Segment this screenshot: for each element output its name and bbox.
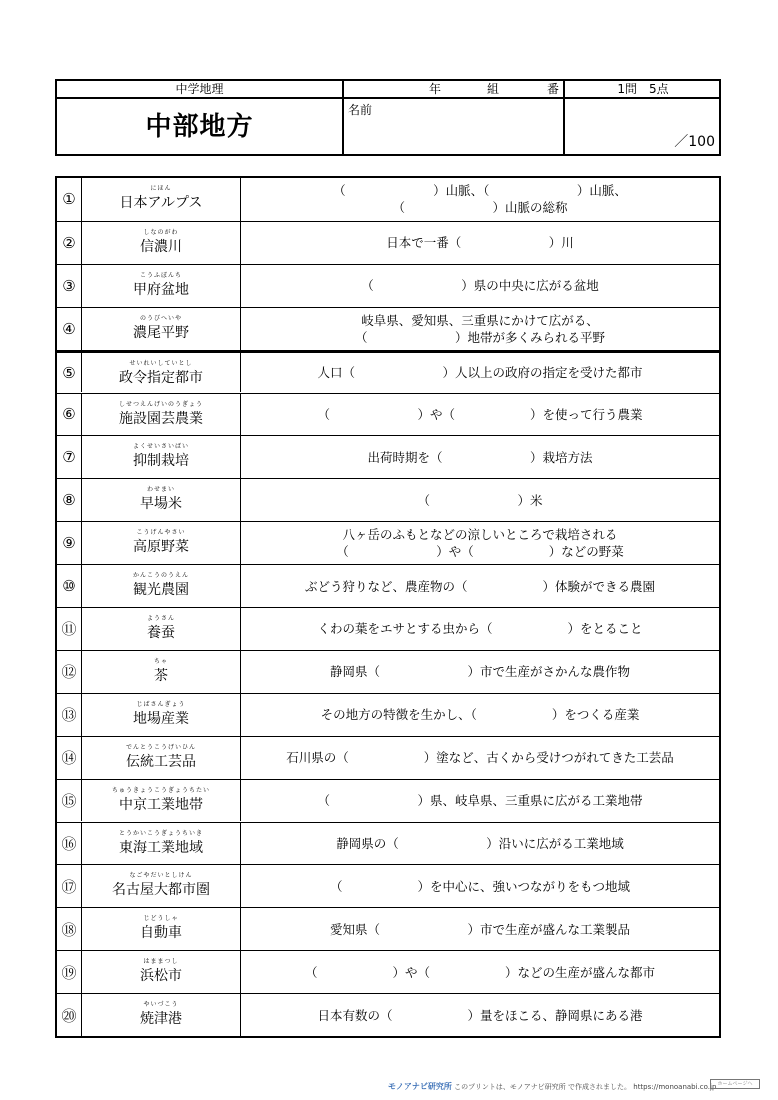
question-row [57, 435, 719, 478]
question-row [57, 993, 719, 1036]
term-label: 茶 [154, 667, 168, 684]
term-label: 自動車 [140, 925, 182, 942]
term-cell [81, 265, 241, 307]
term-cell [81, 694, 241, 736]
term-label: 地場産業 [133, 710, 189, 727]
description-line: （ ）県、岐阜県、三重県に広がる工業地帯 [317, 793, 643, 809]
term-label: 甲府盆地 [133, 281, 189, 298]
question-number: ⑪ [61, 620, 77, 639]
description-line: 日本有数の（ ）量をほこる、静岡県にある港 [317, 1007, 643, 1023]
furigana: にほん [150, 185, 172, 192]
question-row [57, 478, 719, 521]
term-cell [81, 479, 241, 521]
description-cell [241, 178, 719, 221]
term-label: 施設園芸農業 [119, 410, 203, 427]
total-score: ／100 [674, 134, 715, 150]
term-cell [81, 436, 241, 478]
description-line: 岐阜県、愛知県、三重県にかけて広がる、 [361, 312, 599, 328]
term-label: 名古屋大都市圏 [112, 882, 210, 899]
furigana: やいづこう [143, 1001, 179, 1009]
question-row [57, 864, 719, 907]
description-cell [241, 865, 719, 907]
question-row [57, 393, 719, 436]
description-cell [241, 265, 719, 307]
question-number: ⑩ [62, 577, 76, 596]
description-line: ぶどう狩りなど、農産物の（ ）体験ができる農園 [304, 578, 655, 594]
term-label: 濃尾平野 [133, 324, 189, 341]
number-label: 番 [547, 82, 560, 96]
year-label: 年 [429, 82, 442, 96]
description-line: （ ）や（ ）を使って行う農業 [317, 406, 643, 422]
question-number: ⑰ [61, 877, 77, 896]
furigana: しせつえんげいのうぎょう [118, 400, 203, 408]
question-number: ⑬ [61, 706, 77, 725]
furigana: でんとうこうげいひん [125, 743, 196, 751]
furigana: ようさん [146, 615, 175, 622]
term-label: 観光農園 [133, 582, 189, 599]
description-cell [241, 608, 719, 650]
question-number: ④ [62, 319, 76, 338]
term-cell [81, 353, 241, 393]
term-label: 抑制栽培 [133, 453, 189, 470]
class-label: 組 [487, 82, 500, 96]
term-cell [81, 308, 241, 350]
question-number: ⑫ [61, 663, 77, 682]
description-cell [241, 222, 719, 264]
points-per-question: 1問 5点 [617, 82, 669, 96]
question-row [57, 822, 719, 865]
question-number: ⑧ [62, 491, 76, 510]
question-row [57, 564, 719, 607]
furigana: わせまい [146, 486, 175, 494]
description-line: 日本で一番（ ）川 [386, 235, 574, 251]
description-cell [241, 651, 719, 693]
question-number: ⑭ [61, 749, 77, 768]
question-number: ③ [62, 276, 76, 295]
question-row [57, 650, 719, 693]
question-number: ① [62, 190, 76, 209]
description-line: 人口（ ）人以上の政府の指定を受けた都市 [317, 365, 643, 381]
question-row [57, 350, 719, 393]
question-table [55, 176, 721, 1038]
term-cell [81, 522, 241, 564]
description-cell [241, 823, 719, 865]
term-cell [81, 394, 241, 436]
term-cell [81, 651, 241, 693]
question-number: ⑦ [62, 448, 76, 467]
furigana: ちゃ [153, 657, 168, 665]
term-cell [81, 178, 241, 221]
description-line: 愛知県（ ）市で生産が盛んな工業製品 [329, 921, 630, 937]
furigana: のうびへいや [139, 314, 182, 322]
question-row [57, 907, 719, 950]
question-row [57, 950, 719, 993]
description-cell [241, 694, 719, 736]
term-cell [81, 994, 241, 1036]
furigana: しなのがわ [143, 228, 179, 236]
furigana: なごやだいとしけん [129, 872, 193, 880]
description-line: （ ）米 [417, 492, 543, 508]
description-line: 石川県の（ ）塗など、古くから受けつがれてきた工芸品 [286, 750, 674, 766]
description-cell [241, 951, 719, 993]
question-row [57, 779, 719, 822]
brand-logo: モノアナビ研究所 [388, 1082, 452, 1091]
footer-text: このプリントは、モノアナビ研究所 で作成されました。 https://monoanabi.co.jp [454, 1083, 717, 1091]
question-number: ⑥ [62, 405, 76, 424]
description-cell [241, 737, 719, 779]
description-cell [241, 479, 719, 521]
question-number: ⑨ [62, 534, 76, 553]
class-info [344, 81, 563, 97]
question-row [57, 178, 719, 221]
furigana: とうかいこうぎょうちいき [118, 829, 203, 837]
furigana: せいれいしていとし [129, 359, 193, 367]
subject-label: 中学地理 [175, 82, 224, 96]
term-label: 信濃川 [140, 238, 182, 255]
description-line: （ ）や（ ）などの生産が盛んな都市 [304, 964, 655, 980]
term-cell [81, 608, 241, 650]
description-line: くわの葉をエサとする虫から（ ）をとること [317, 621, 643, 637]
description-line: （ ）を中心に、強いつながりをもつ地域 [329, 878, 630, 894]
homepage-link[interactable]: ホームページへ [710, 1079, 760, 1089]
question-number: ⑱ [61, 920, 77, 939]
description-line: 八ヶ岳のふもとなどの涼しいところで栽培される [342, 527, 618, 543]
question-row [57, 264, 719, 307]
term-label: 日本アルプス [119, 195, 203, 211]
description-cell [241, 522, 719, 564]
term-label: 早場米 [140, 496, 182, 513]
term-label: 東海工業地域 [119, 839, 203, 856]
name-label: 名前 [348, 103, 373, 117]
furigana: よくせいさいばい [132, 443, 189, 451]
term-label: 伝統工芸品 [126, 753, 196, 770]
description-cell [241, 394, 719, 436]
term-cell [81, 823, 241, 865]
term-cell [81, 865, 241, 907]
footer [388, 1081, 716, 1092]
description-line: （ ）山脈、（ ）山脈、 [333, 183, 627, 199]
term-label: 浜松市 [140, 968, 182, 985]
description-line: 出荷時期を（ ）栽培方法 [367, 449, 593, 465]
question-row [57, 521, 719, 564]
furigana: はままつし [143, 958, 179, 966]
description-cell [241, 994, 719, 1036]
description-line: （ ）山脈の総称 [392, 200, 568, 216]
term-cell [81, 565, 241, 607]
description-cell [241, 308, 719, 350]
term-cell [81, 222, 241, 264]
description-line: その地方の特徴を生かし、（ ）をつくる産業 [320, 707, 640, 723]
term-label: 中京工業地帯 [119, 796, 203, 813]
question-number: ⑲ [61, 963, 77, 982]
description-cell [241, 565, 719, 607]
question-row [57, 736, 719, 779]
term-cell [81, 951, 241, 993]
furigana: かんこうのうえん [132, 572, 189, 580]
question-row [57, 607, 719, 650]
furigana: じばさんぎょう [136, 700, 186, 708]
description-line: （ ）地帯が多くみられる平野 [354, 329, 605, 345]
worksheet-header [55, 79, 721, 156]
question-row [57, 221, 719, 264]
description-cell [241, 353, 719, 393]
furigana: こうふぼんち [139, 271, 182, 279]
term-cell [81, 908, 241, 950]
term-label: 高原野菜 [133, 539, 189, 556]
question-row [57, 693, 719, 736]
description-cell [241, 436, 719, 478]
question-row [57, 307, 719, 350]
term-cell [81, 737, 241, 779]
description-line: （ ）県の中央に広がる盆地 [361, 278, 599, 294]
question-number: ⑳ [61, 1006, 77, 1025]
description-line: 静岡県の（ ）沿いに広がる工業地域 [336, 835, 624, 851]
description-line: （ ）や（ ）などの野菜 [336, 544, 624, 560]
furigana: じどうしゃ [143, 915, 179, 923]
question-number: ② [62, 233, 76, 252]
question-number: ⑯ [61, 834, 77, 853]
description-line: 静岡県（ ）市で生産がさかんな農作物 [329, 664, 630, 680]
term-label: 政令指定都市 [119, 369, 203, 386]
page-title: 中部地方 [145, 112, 254, 142]
question-number: ⑮ [61, 792, 77, 811]
term-label: 養蚕 [147, 625, 175, 641]
question-number: ⑤ [62, 363, 76, 382]
term-cell [81, 780, 241, 822]
description-cell [241, 780, 719, 822]
furigana: こうげんやさい [136, 529, 186, 537]
description-cell [241, 908, 719, 950]
furigana: ちゅうきょうこうぎょうちたい [111, 786, 210, 794]
term-label: 焼津港 [140, 1011, 182, 1028]
